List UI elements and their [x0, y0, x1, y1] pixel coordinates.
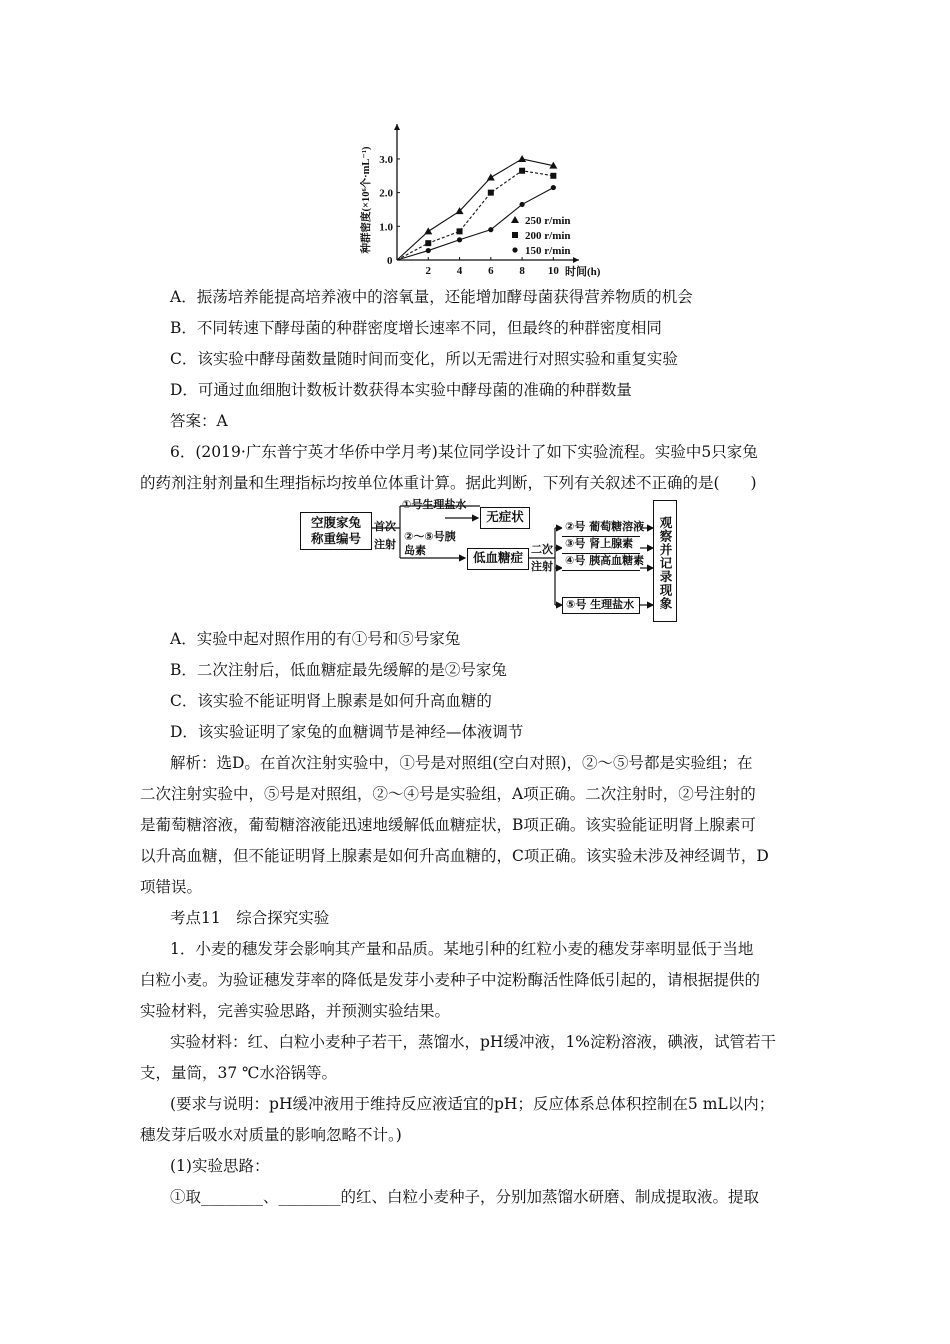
start-box-line-2: 称重编号 — [310, 531, 361, 546]
rabbit-3-adrenaline: ③号 肾上腺素 — [562, 537, 640, 554]
legend-label: 200 r/min — [525, 230, 571, 242]
point-triangle — [487, 173, 495, 180]
point-square — [488, 190, 494, 196]
y-tick-label: 2.0 — [379, 187, 393, 200]
hypoglycemia-box: 低血糖症 — [467, 548, 529, 570]
x-tick-label: 8 — [519, 265, 525, 277]
x-axis-label: 时间(h) — [565, 266, 601, 278]
q6-analysis-line-5: 项错误。 — [140, 878, 203, 896]
q5-option-b: B．不同转速下酵母菌的种群密度增长速率不同，但最终的种群密度相同 — [170, 319, 662, 337]
point-circle — [551, 185, 556, 190]
requirements-line-2: 穗发芽后吸水对质量的影响忽略不计。) — [140, 1126, 402, 1144]
y-tick-label: 1.0 — [379, 221, 393, 234]
x-tick-label: 2 — [425, 265, 432, 277]
q1-para-line-1: 1．小麦的穗发芽会影响其产量和品质。某地引种的红粒小麦的穗发芽率明显低于当地 — [170, 940, 754, 958]
x-tick-label: 4 — [456, 265, 463, 277]
origin-label: 0 — [387, 255, 393, 267]
second-injection-label-1: 二次 — [531, 543, 553, 556]
rabbit-spacer — [562, 571, 640, 588]
legend-marker-square — [512, 232, 518, 238]
q1-para-line-3: 实验材料，完善实验思路，并预测实验结果。 — [140, 1002, 451, 1020]
q5-option-a: A．振荡培养能提高培养液中的溶氧量，还能增加酵母菌获得营养物质的机会 — [170, 288, 693, 306]
saline-label-1: ①号生理盐水 — [402, 498, 467, 511]
legend-label: 250 r/min — [525, 215, 571, 227]
population-density-chart — [355, 120, 615, 280]
point-triangle — [424, 227, 432, 234]
point-square — [519, 168, 525, 174]
q6-analysis-line-4: 以升高血糖，但不能证明肾上腺素是如何升高血糖的，C项正确。该实验未涉及神经调节，D — [140, 847, 769, 865]
q5-option-c: C．该实验中酵母菌数量随时间而变化，所以无需进行对照实验和重复实验 — [170, 350, 678, 368]
q5-option-d: D．可通过血细胞计数板计数获得本实验中酵母菌的准确的种群数量 — [170, 381, 632, 399]
q6-option-c: C．该实验不能证明肾上腺素是如何升高血糖的 — [170, 692, 492, 710]
q6-option-d: D．该实验证明了家兔的血糖调节是神经—体液调节 — [170, 723, 524, 741]
x-axis-arrow — [573, 257, 579, 263]
materials-line-1: 实验材料：红、白粒小麦种子若干，蒸馏水，pH缓冲液，1%淀粉溶液，碘液，试管若干 — [170, 1033, 777, 1051]
point-circle — [488, 227, 493, 232]
q6-option-a: A．实验中起对照作用的有①号和⑤号家兔 — [170, 630, 461, 648]
q6-stem-line-2: 的药剂注射剂量和生理指标均按单位体重计算。据此判断，下列有关叙述不正确的是( ) — [140, 474, 757, 492]
q6-analysis-line-3: 是葡萄糖溶液，葡萄糖溶液能迅速地缓解低血糖症状，B项正确。该实验能证明肾上腺素可 — [140, 816, 756, 834]
experiment-step-1: ①取________、________的红、白粒小麦种子，分别加蒸馏水研磨、制成提取液。提取 — [170, 1188, 760, 1206]
point-triangle — [518, 155, 526, 162]
point-square — [425, 240, 431, 246]
point-square — [457, 228, 463, 234]
rabbit-5-saline: ⑤号 生理盐水 — [562, 597, 640, 614]
legend-marker-circle — [512, 247, 517, 252]
q6-analysis-line-1: 解析：选D。在首次注射实验中，①号是对照组(空白对照)，②～⑤号都是实验组；在 — [170, 754, 753, 772]
point-circle — [457, 237, 462, 242]
q6-stem-line-1: 6．(2019·广东普宁英才华侨中学月考)某位同学设计了如下实验流程。实验中5只家兔 — [170, 443, 758, 461]
point-circle — [426, 248, 431, 253]
insulin-label-1: ②～⑤号胰 — [404, 530, 456, 543]
start-box-line-1: 空腹家兔 — [310, 515, 361, 530]
x-tick-label: 10 — [547, 265, 559, 277]
q6-analysis-line-2: 二次注射实验中，⑤号是对照组，②～④号是实验组，A项正确。二次注射时，②号注射的 — [140, 785, 756, 803]
insulin-label-2: 岛素 — [404, 544, 426, 557]
x-tick-label: 6 — [488, 265, 494, 277]
q5-answer: 答案：A — [170, 412, 228, 430]
start-box — [300, 512, 372, 550]
legend-marker-triangle — [511, 216, 519, 223]
first-injection-label-1: 首次 — [374, 520, 396, 533]
observe-record-box: 观察并记录现象 — [653, 500, 677, 622]
first-injection-label-2: 注射 — [374, 538, 396, 551]
second-injection-label-2: 注射 — [531, 560, 553, 573]
no-symptom-box: 无症状 — [480, 507, 530, 529]
y-axis-label: 种群密度(×10⁶个·mL⁻¹) — [361, 146, 372, 254]
legend-label: 150 r/min — [525, 245, 571, 257]
q1-para-line-2: 白粒小麦。为验证穗发芽率的降低是发芽小麦种子中淀粉酶活性降低引起的，请根据提供的 — [140, 971, 761, 989]
materials-line-2: 支，量筒，37 ℃水浴锅等。 — [140, 1064, 337, 1082]
experiment-idea-heading: (1)实验思路： — [170, 1157, 270, 1175]
rabbit-4-glucagon: ④号 胰高血糖素 — [562, 554, 640, 571]
point-square — [550, 173, 556, 179]
q6-option-b: B．二次注射后，低血糖症最先缓解的是②号家兔 — [170, 661, 507, 679]
y-axis-arrow — [394, 124, 400, 130]
section-title: 考点11 综合探究实验 — [170, 909, 330, 927]
y-tick-label: 3.0 — [379, 153, 393, 166]
experiment-flow-diagram — [300, 498, 695, 626]
rabbit-2-glucose: ②号 葡萄糖溶液 — [562, 520, 640, 537]
requirements-line-1: (要求与说明：pH缓冲液用于维持反应液适宜的pH；反应体系总体积控制在5 mL以内； — [170, 1095, 775, 1113]
point-circle — [519, 202, 524, 207]
